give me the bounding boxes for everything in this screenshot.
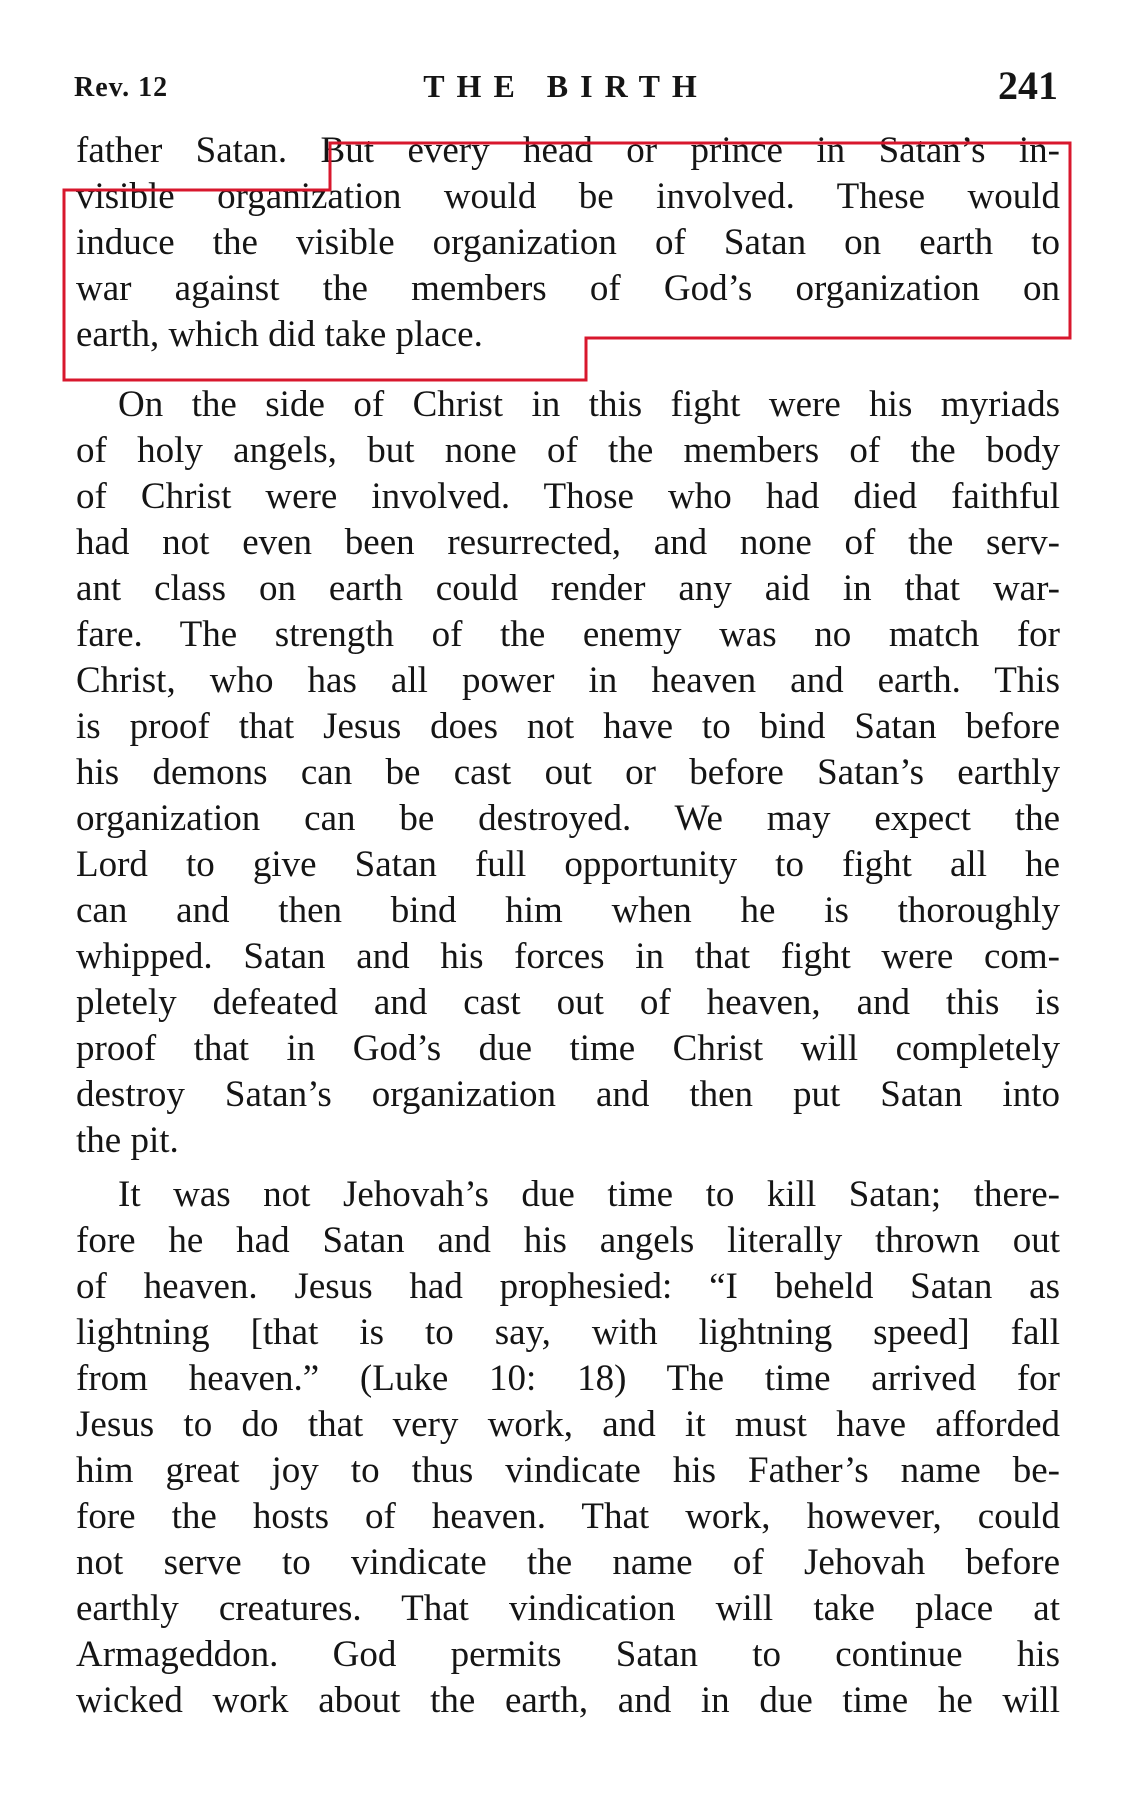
text-line: of Christ were involved. Those who had died faithful xyxy=(76,476,1060,517)
text-line: wicked work about the earth, and in due time he will xyxy=(76,1680,1060,1721)
text-line: Lord to give Satan full opportunity to fight all he xyxy=(76,844,1060,885)
text-line: can and then bind him when he is thoroughly xyxy=(76,890,1060,931)
text-line: pletely defeated and cast out of heaven, and this is xyxy=(76,982,1060,1023)
text-line: ant class on earth could render any aid in that war- xyxy=(76,568,1060,609)
text-line: father Satan. But every head or prince in Satan’s in- xyxy=(76,130,1060,171)
page-header xyxy=(74,62,1058,122)
text-line: induce the visible organization of Satan on earth to xyxy=(76,222,1060,263)
text-line: of holy angels, but none of the members of the body xyxy=(76,430,1060,471)
text-line: whipped. Satan and his forces in that fight were com- xyxy=(76,936,1060,977)
text-line: from heaven.” (Luke 10: 18) The time arrived for xyxy=(76,1358,1060,1399)
text-line: organization can be destroyed. We may expect the xyxy=(76,798,1060,839)
text-line: the pit. xyxy=(76,1120,179,1161)
text-line: destroy Satan’s organization and then put Satan into xyxy=(76,1074,1060,1115)
text-line: war against the members of God’s organization on xyxy=(76,268,1060,309)
text-line: On the side of Christ in this fight were his myriads xyxy=(118,384,1060,425)
text-line: not serve to vindicate the name of Jehovah before xyxy=(76,1542,1060,1583)
text-line: had not even been resurrected, and none of the serv- xyxy=(76,522,1060,563)
text-line: Jesus to do that very work, and it must have afforded xyxy=(76,1404,1060,1445)
text-line: of heaven. Jesus had prophesied: “I beheld Satan as xyxy=(76,1266,1060,1307)
text-line: It was not Jehovah’s due time to kill Satan; there- xyxy=(118,1174,1060,1215)
text-line: earth, which did take place. xyxy=(76,314,483,355)
text-line: fare. The strength of the enemy was no match for xyxy=(76,614,1060,655)
text-line: him great joy to thus vindicate his Father’s name be- xyxy=(76,1450,1060,1491)
text-line: earthly creatures. That vindication will take place at xyxy=(76,1588,1060,1629)
text-line: proof that in God’s due time Christ will completely xyxy=(76,1028,1060,1069)
text-line: fore the hosts of heaven. That work, however, could xyxy=(76,1496,1060,1537)
text-line: fore he had Satan and his angels literally thrown out xyxy=(76,1220,1060,1261)
text-line: visible organization would be involved. These would xyxy=(76,176,1060,217)
text-line: his demons can be cast out or before Satan’s earthly xyxy=(76,752,1060,793)
running-head-left: Rev. 12 xyxy=(74,72,169,103)
page-number: 241 xyxy=(998,63,1058,108)
text-line: Christ, who has all power in heaven and earth. This xyxy=(76,660,1060,701)
text-line: lightning [that is to say, with lightning speed] fall xyxy=(76,1312,1060,1353)
text-line: is proof that Jesus does not have to bind Satan before xyxy=(76,706,1060,747)
text-line: Armageddon. God permits Satan to continue his xyxy=(76,1634,1060,1675)
running-head-title: THE BIRTH xyxy=(423,68,709,104)
